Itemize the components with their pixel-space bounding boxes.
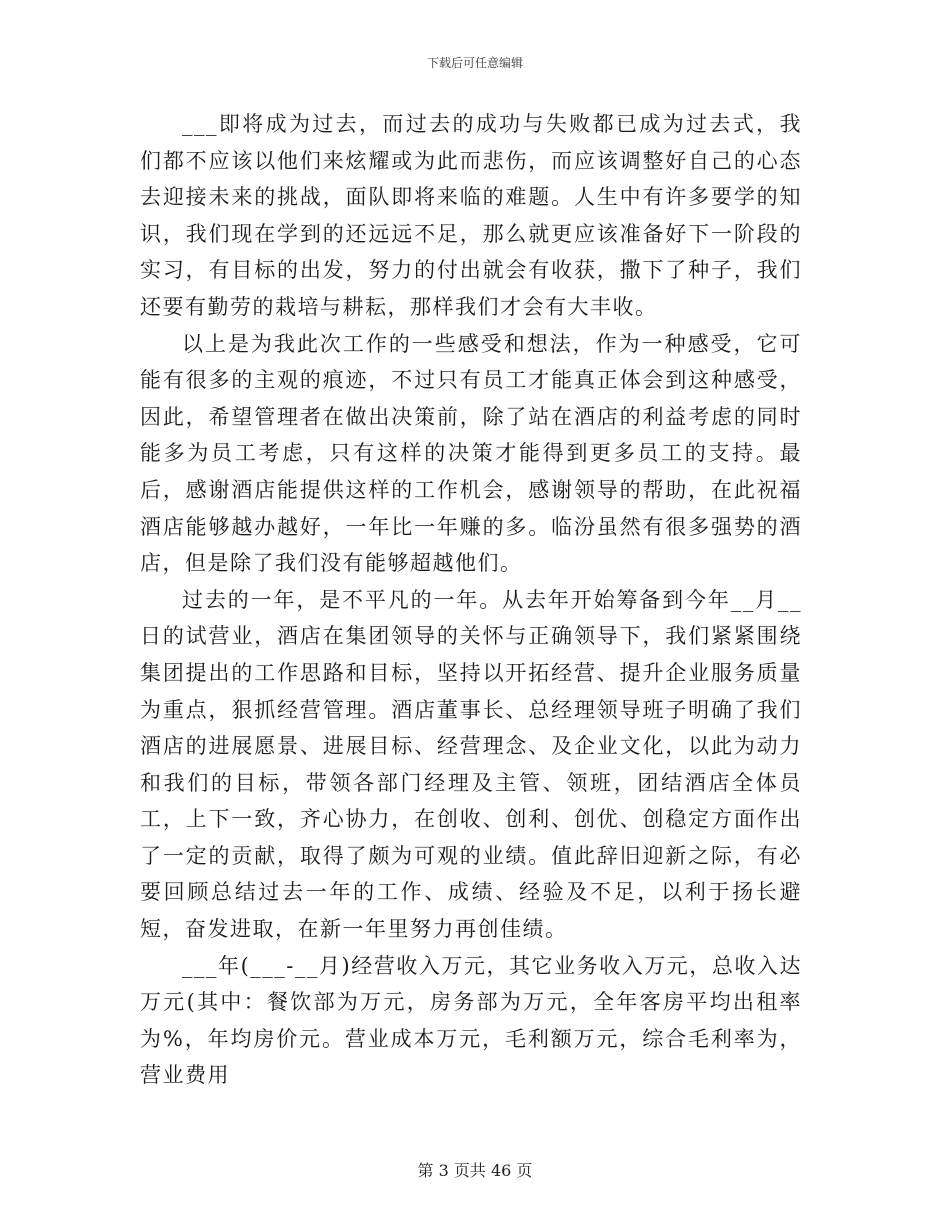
paragraph-1: ___即将成为过去，而过去的成功与失败都已成为过去式，我们都不应该以他们来炫耀或为此而悲伤，而应该调整好自己的心态去迎接未来的挑战，面队即将来临的难题。人生中有许多要学的知识，我们现在学到的还远远不足，那么就更应该准备好下一阶段的实习，有目标的出发，努力的付出就会有收获，撒下了种子，我们还要有勤劳的栽培与耕耘，那样我们才会有大丰收。 (140, 112, 802, 319)
paragraph-3: 过去的一年，是不平凡的一年。从去年开始筹备到今年__月__日的试营业，酒店在集团领导的关怀与正确领导下，我们紧紧围绕集团提出的工作思路和目标，坚持以开拓经营、提升企业服务质量为重点，狠抓经营管理。酒店董事长、总经理领导班子明确了我们酒店的进展愿景、进展目标、经营理念、及企业文化，以此为动力和我们的目标，带领各部门经理及主管、领班，团结酒店全体员工，上下一致，齐心协力，在创收、创利、创优、创稳定方面作出了一定的贡献，取得了颇为可观的业绩。值此辞旧迎新之际，有必要回顾总结过去一年的工作、成绩、经验及不足，以利于扬长避短，奋发进取，在新一年里努力再创佳绩。 (140, 587, 802, 942)
page-footer: 第 3 页共 46 页 (417, 1161, 533, 1180)
page-header: 下载后可任意编辑 (426, 56, 523, 70)
paragraph-2: 以上是为我此次工作的一些感受和想法，作为一种感受，它可能有很多的主观的痕迹，不过只有员工才能真正体会到这种感受，因此，希望管理者在做出决策前，除了站在酒店的利益考虑的同时能多为员工考虑，只有这样的决策才能得到更多员工的支持。最后，感谢酒店能提供这样的工作机会，感谢领导的帮助，在此祝福酒店能够越办越好，一年比一年赚的多。临汾虽然有很多强势的酒店，但是除了我们没有能够超越他们。 (140, 331, 802, 576)
document-body (140, 106, 802, 1094)
paragraph-4: ___年(___-__月)经营收入万元，其它业务收入万元，总收入达万元(其中：餐饮部为万元，房务部为万元，全年客房平均出租率为%，年均房价元。营业成本万元，毛利额万元，综合毛利率为，营业费用 (140, 953, 802, 1088)
